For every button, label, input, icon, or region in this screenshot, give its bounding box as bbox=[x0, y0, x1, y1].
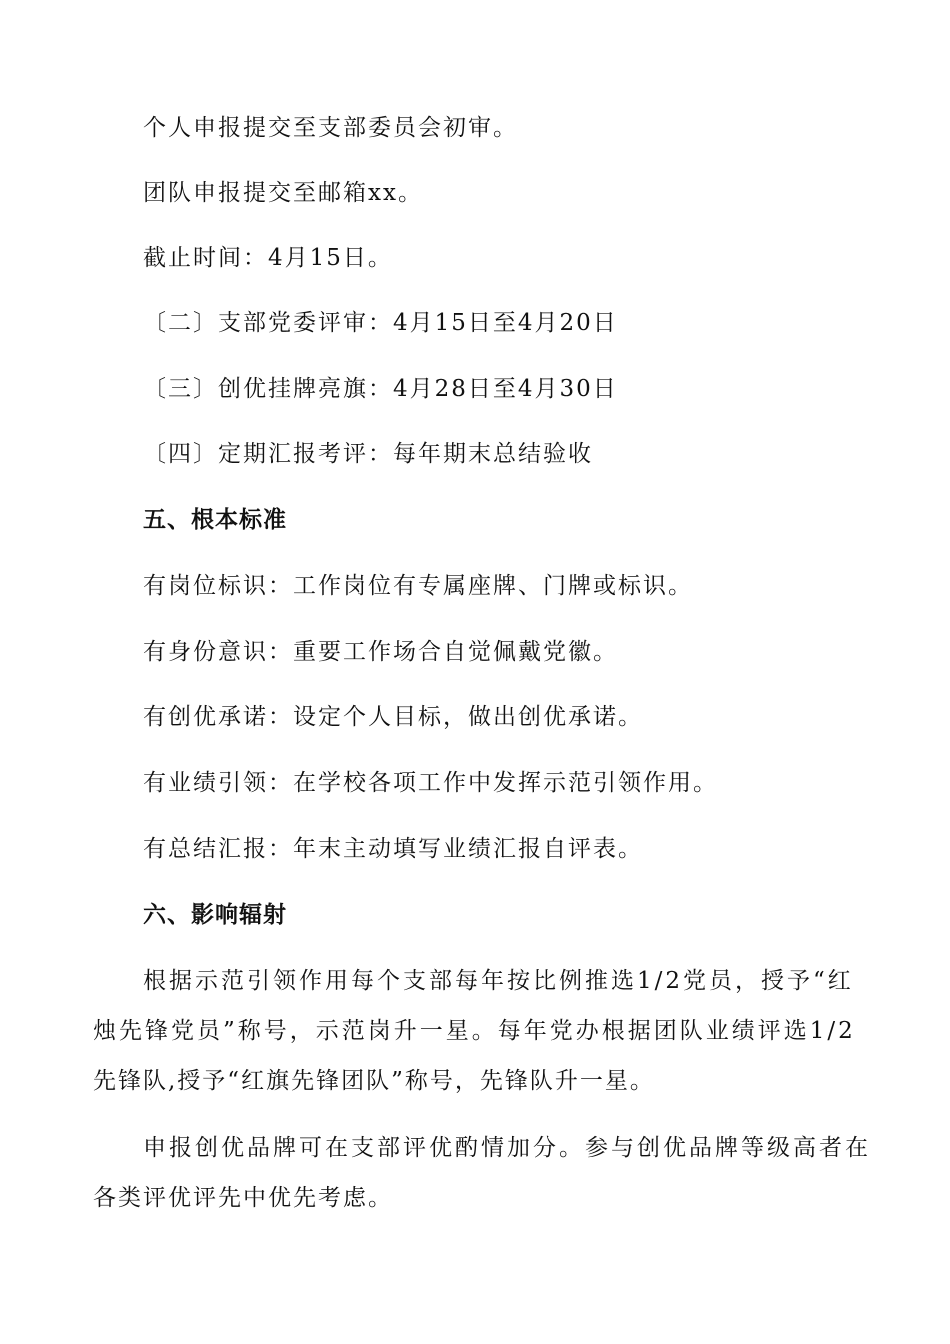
list-item: 有业绩引领：在学校各项工作中发挥示范引领作用。 bbox=[143, 770, 718, 796]
list-item: 有总结汇报：年末主动填写业绩汇报自评表。 bbox=[143, 836, 643, 862]
paragraph-line: 申报创优品牌可在支部评优酌情加分。参与创优品牌等级高者在 bbox=[143, 1135, 871, 1161]
paragraph-line: 先锋队,授予“红旗先锋团队”称号，先锋队升一星。 bbox=[93, 1068, 655, 1094]
text-line: 团队申报提交至邮箱xx。 bbox=[143, 180, 423, 206]
section-heading: 五、根本标准 bbox=[143, 507, 287, 533]
text-line: 〔四〕定期汇报考评：每年期末总结验收 bbox=[143, 441, 593, 467]
section-heading: 六、影响辐射 bbox=[143, 902, 287, 928]
text-line: 〔二〕支部党委评审：4月15日至4月20日 bbox=[143, 310, 618, 336]
list-item: 有岗位标识：工作岗位有专属座牌、门牌或标识。 bbox=[143, 573, 693, 599]
paragraph-line: 烛先锋党员”称号，示范岗升一星。每年党办根据团队业绩评选1/2 bbox=[93, 1018, 856, 1044]
paragraph-line: 各类评优评先中优先考虑。 bbox=[93, 1185, 393, 1211]
paragraph-line: 根据示范引领作用每个支部每年按比例推选1/2党员，授予“红 bbox=[143, 968, 854, 994]
list-item: 有创优承诺：设定个人目标，做出创优承诺。 bbox=[143, 704, 643, 730]
list-item: 有身份意识：重要工作场合自觉佩戴党徽。 bbox=[143, 639, 618, 665]
text-line: 个人申报提交至支部委员会初审。 bbox=[143, 115, 518, 141]
text-line: 〔三〕创优挂牌亮旗：4月28日至4月30日 bbox=[143, 376, 618, 402]
text-line: 截止时间：4月15日。 bbox=[143, 245, 393, 271]
